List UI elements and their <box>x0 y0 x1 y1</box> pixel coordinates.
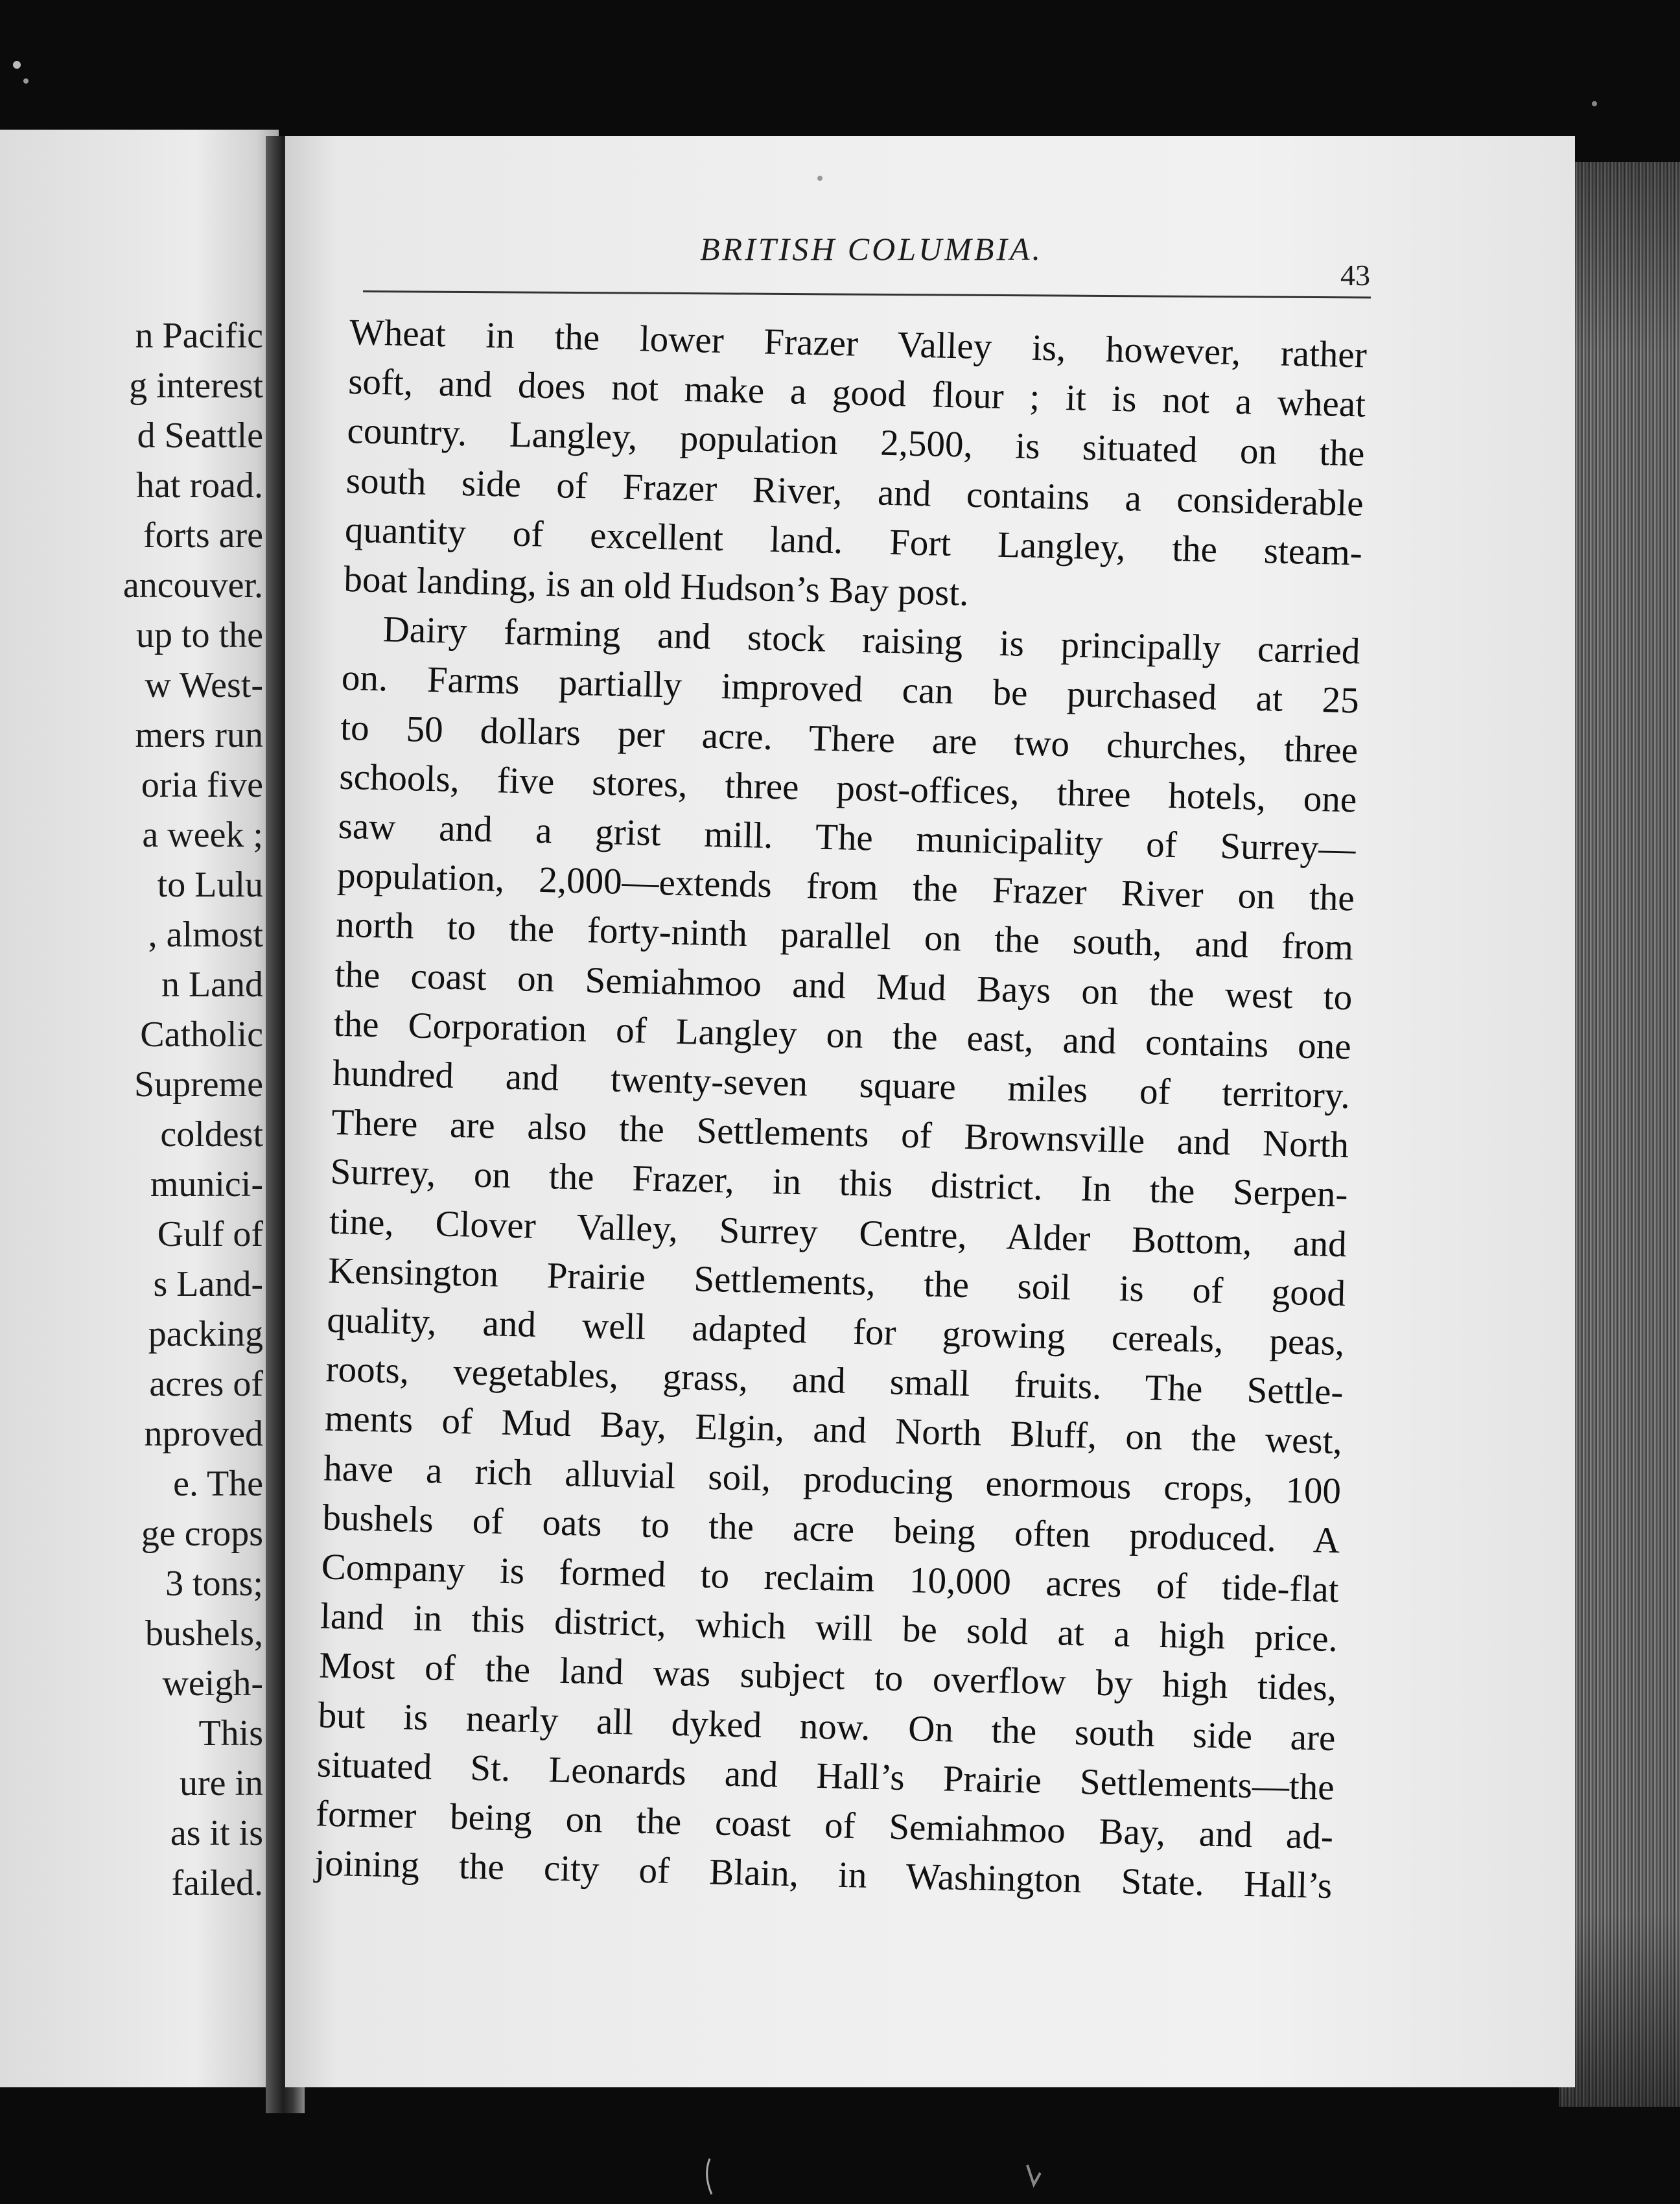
left-line: Gulf of <box>157 1214 263 1254</box>
text-line: roots, vegetables, grass, and small fruits. The Settle- <box>325 1348 1344 1413</box>
text-line: on. Farms partially improved can be purchased at 25 <box>341 657 1360 721</box>
page-number: 43 <box>1340 259 1370 292</box>
text-line: schools, five stores, three post-offices, three hotels, one <box>338 756 1357 821</box>
left-line: ge crops <box>141 1514 263 1554</box>
left-line: e. The <box>173 1464 263 1504</box>
left-line: Catholic <box>140 1014 263 1055</box>
left-line: weigh- <box>162 1663 263 1704</box>
left-line: munici- <box>150 1164 263 1204</box>
left-line: Supreme <box>134 1064 263 1105</box>
left-line: bushels, <box>145 1613 263 1654</box>
text-line: soft, and does not make a good flour ; it is not a wheat <box>347 361 1366 425</box>
running-head: BRITISH COLUMBIA. <box>700 231 1044 267</box>
left-line: ancouver. <box>122 565 263 605</box>
text-line: country. Langley, population 2,500, is situated on the <box>346 410 1366 475</box>
text-line: but is nearly all dyked now. On the south side are <box>318 1694 1336 1759</box>
text-line: population, 2,000—extends from the Frazer River on the <box>336 855 1355 919</box>
left-line: failed. <box>171 1863 263 1903</box>
text-line: the coast on Semiahmoo and Mud Bays on the west to <box>334 954 1353 1018</box>
text-line: tine, Clover Valley, Surrey Centre, Alder Bottom, and <box>329 1201 1348 1265</box>
text-line: Wheat in the lower Frazer Valley is, however, rather <box>349 311 1368 376</box>
text-line: Most of the land was subject to overflow by high tides, <box>318 1645 1337 1709</box>
left-line: 3 tons; <box>165 1564 263 1604</box>
left-line: s Land- <box>153 1264 263 1304</box>
text-line: Dairy farming and stock raising is principally carried <box>382 609 1361 672</box>
text-line: south side of Frazer River, and contains a considerable <box>345 460 1364 524</box>
text-line: former being on the coast of Semiahmoo Bay, and ad- <box>315 1793 1334 1858</box>
text-line: saw and a grist mill. The municipality of Surrey— <box>338 805 1357 870</box>
text-line: quality, and well adapted for growing cereals, peas, <box>326 1299 1345 1364</box>
left-line: d Seattle <box>137 416 263 456</box>
text-line: to 50 dollars per acre. There are two churches, three <box>340 707 1359 771</box>
left-line: acres of <box>149 1364 263 1404</box>
text-line: Kensington Prairie Settlements, the soil is of good <box>327 1250 1346 1315</box>
text-line: Surrey, on the Frazer, in this district. In the Serpen- <box>330 1151 1349 1215</box>
text-line: hundred and twenty-seven square miles of territory. <box>332 1052 1351 1117</box>
left-line: ure in <box>179 1763 263 1803</box>
text-line: There are also the Settlements of Brownsville and North <box>331 1101 1349 1166</box>
text-line: joining the city of Blain, in Washington State. Hall’s <box>314 1842 1333 1907</box>
left-line: to Lulu <box>157 865 263 905</box>
text-line: situated St. Leonards and Hall’s Prairie Settlements—the <box>316 1744 1335 1808</box>
left-line: nproved <box>144 1414 263 1454</box>
text-line: have a rich alluvial soil, producing enormous crops, 100 <box>323 1448 1342 1512</box>
text-line: ments of Mud Bay, Elgin, and North Bluff, on the west, <box>324 1398 1343 1462</box>
text-line: bushels of oats to the acre being often produced. A <box>321 1497 1340 1562</box>
left-line: hat road. <box>136 465 263 506</box>
text-line: Company is formed to reclaim 10,000 acres of tide-flat <box>321 1546 1340 1611</box>
left-line: as it is <box>170 1813 263 1853</box>
left-line: mers run <box>135 715 263 755</box>
left-line: w West- <box>145 665 263 705</box>
left-line: a week ; <box>142 815 263 855</box>
text-line: north to the forty-ninth parallel on the south, and from <box>335 904 1354 968</box>
text-line: quantity of excellent land. Fort Langley, the steam- <box>344 509 1363 574</box>
left-line: packing <box>148 1314 263 1354</box>
text-line: boat landing, is an old Hudson’s Bay post. <box>343 558 970 614</box>
left-line: n Pacific <box>135 316 263 356</box>
left-line: n Land <box>161 965 263 1005</box>
left-line: oria five <box>141 765 263 805</box>
left-line: up to the <box>136 615 263 655</box>
left-line: This <box>198 1713 263 1753</box>
text-line: the Corporation of Langley on the east, and contains one <box>333 1003 1352 1068</box>
left-line: forts are <box>143 515 263 556</box>
left-line: g interest <box>129 366 263 406</box>
text-line: land in this district, which will be sold at a high price. <box>320 1595 1338 1660</box>
left-line: coldest <box>160 1114 263 1155</box>
left-line: , almost <box>148 915 263 955</box>
